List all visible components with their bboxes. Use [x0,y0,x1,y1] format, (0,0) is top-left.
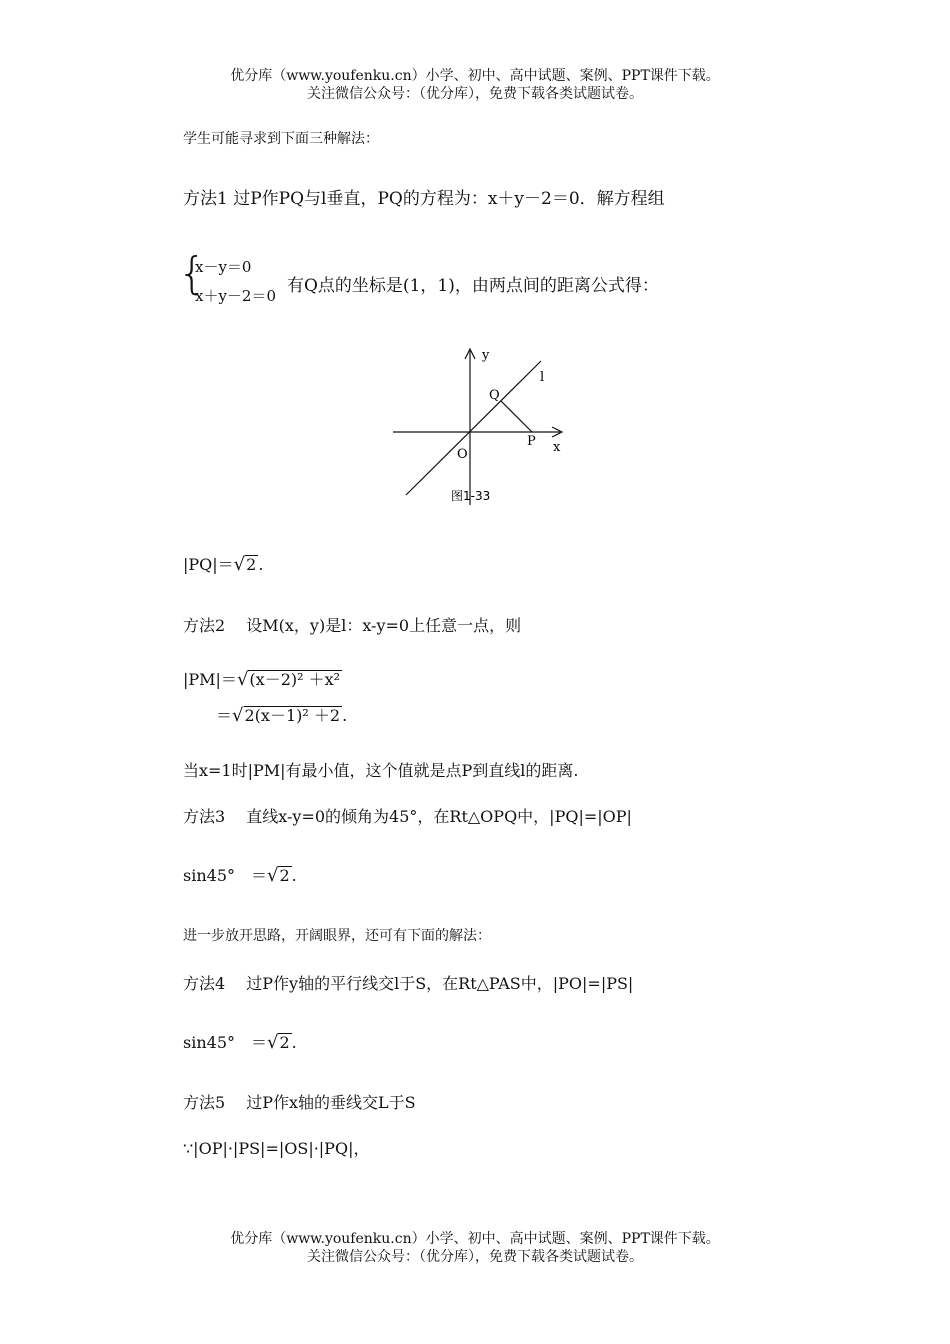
sqrt-symbol: √ [233,554,246,575]
method1-after-text: 有Q点的坐标是(1，1)，由两点间的距离公式得： [287,276,659,296]
pm-line2-lhs: ＝ [216,706,233,725]
method3-formula-radicand: 2 [279,866,290,885]
pm-radicand-2: 2(x－1)² ＋2 [244,706,341,725]
method5-text: 方法5 过P作x轴的垂线交L于S [183,1093,416,1112]
label-p: P [527,434,536,449]
intro-text: 学生可能寻求到下面三种解法： [183,131,379,147]
method4-formula [183,1030,297,1053]
header-line-2: 关注微信公众号：（优分库），免费下载各类试题试卷。 [307,86,643,102]
method2-pm-line-2 [216,703,347,726]
label-o: O [457,447,468,462]
method4-text: 方法4 过P作y轴的平行线交l于S，在Rt△PAS中，|PO|=|PS| [183,974,634,993]
method2-text: 方法2 设M(x，y)是l：x-y=0上任意一点，则 [183,616,522,635]
line-l [406,361,541,495]
sqrt-symbol: √ [267,865,279,886]
label-q: Q [489,388,500,403]
method3-formula-end: . [291,866,297,885]
method3-formula-lhs: sin45° ＝ [183,866,267,885]
pq-result-radicand: 2 [246,555,257,574]
figure-coordinate-diagram [388,343,578,508]
pm-radicand-1: (x－2)² ＋x² [249,670,341,689]
pm-line2-end: . [342,706,348,725]
label-x: x [553,440,561,455]
method2-pm-line-1 [183,667,342,690]
method4-formula-radicand: 2 [279,1033,290,1052]
equation-brace: { [178,248,206,299]
system-eq-1: x－y＝0 [195,258,252,276]
sqrt-symbol: √ [267,1032,279,1053]
further-text: 进一步放开思路，开阔眼界，还可有下面的解法： [183,928,491,944]
pq-result-lhs: |PQ|＝ [183,555,234,574]
footer-line-2: 关注微信公众号：（优分库），免费下载各类试题试卷。 [307,1249,643,1265]
system-eq-2: x＋y－2＝0 [195,287,277,305]
segment-pq [501,401,532,432]
sqrt-symbol: √ [236,669,249,690]
sqrt-symbol: √ [232,705,244,726]
method4-formula-end: . [291,1033,297,1052]
footer-line-1: 优分库（www.youfenku.cn）小学、初中、高中试题、案例、PPT课件下载。 [230,1231,720,1247]
method4-formula-lhs: sin45° ＝ [183,1033,267,1052]
pq-result [183,552,263,575]
method1-text: 方法1 过P作PQ与l垂直，PQ的方程为：x＋y－2＝0．解方程组 [183,189,665,209]
label-l: l [540,370,545,385]
figure-caption: 图1-33 [451,489,491,503]
method3-formula [183,863,297,886]
method2-conclusion: 当x=1时|PM|有最小值，这个值就是点P到直线l的距离. [183,761,579,780]
header-line-1: 优分库（www.youfenku.cn）小学、初中、高中试题、案例、PPT课件下载。 [230,68,720,84]
pm-lhs: |PM|＝ [183,670,237,689]
method3-text: 方法3 直线x-y=0的倾角为45°，在Rt△OPQ中，|PQ|=|OP| [183,807,632,826]
label-y: y [482,348,490,363]
pq-result-end: . [258,555,264,574]
method5-line-2: ∵|OP|·|PS|=|OS|·|PQ|， [183,1139,370,1158]
